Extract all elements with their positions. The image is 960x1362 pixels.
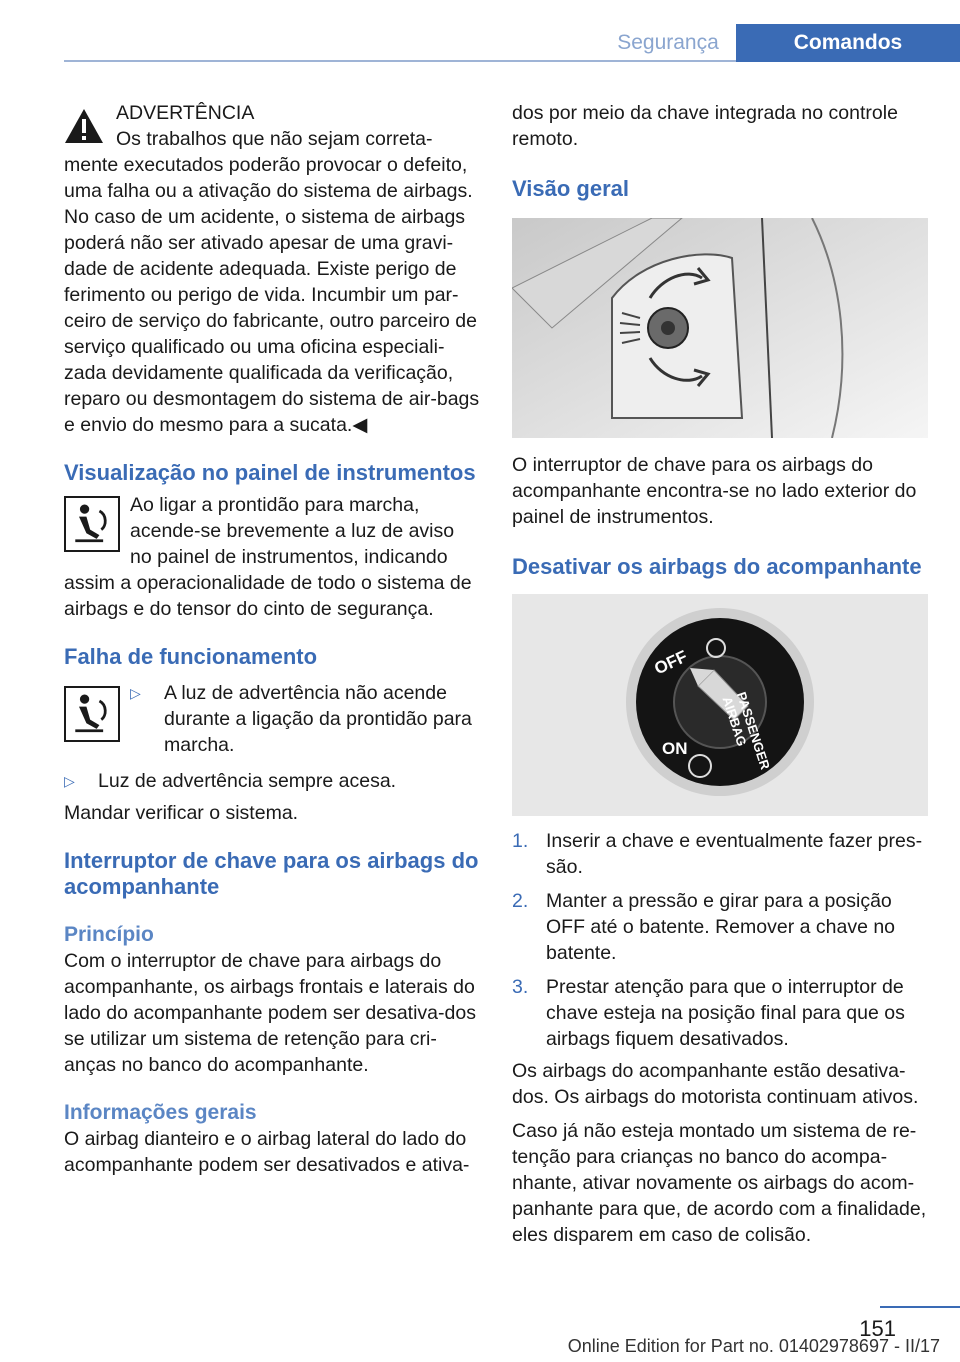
visualizacao-text-indented: Ao ligar a prontidão para marcha, acende-se brevemente a luz de aviso no painel de instrumentos, indicando [130, 494, 455, 568]
triangle-bullet-icon: ▷ [64, 773, 75, 789]
falha-heading: Falha de funcionamento [64, 644, 318, 669]
desativar-heading: Desativar os airbags do acompanhante [512, 554, 922, 579]
warning-icon [64, 108, 104, 144]
visao-heading: Visão geral [512, 176, 629, 201]
dashboard-photo [512, 218, 928, 438]
list-item: 3. Prestar atenção para que o interruptor de chave esteja na posição final para que os airbags fiquem desativados. [512, 976, 905, 1050]
interruptor-heading: Interruptor de chave para os airbags do acompanhante [64, 848, 479, 899]
header-active-tab: Comandos [736, 24, 960, 62]
page-number: 151 [859, 1316, 896, 1341]
warning-body: mente executados poderão provocar o defeito, uma falha ou a ativação do sistema de airbags. No caso de um acidente, o sistema de airbags poderá não ser ativado apesar de uma gravi-dade de acidente adequada. Existe perigo de ferimento ou perigo de vida. Incumbir um par-ceiro de serviço do fabricante, outro parceiro de serviço qualificado ou uma oficina especiali-zada devidamente qualificada da verificação, reparo ou desmontagem do sistema de air-bags e envio do mesmo para a sucata.◀ [64, 154, 480, 436]
left-column [64, 100, 480, 1178]
airbag-warning-lamp-icon [64, 496, 120, 552]
edition-footer: Online Edition for Part no. 01402978697 - II/17 [567, 1336, 940, 1356]
falha-bullet [64, 768, 480, 794]
switch-on-label: ON [662, 739, 688, 758]
principio-heading: Princípio [64, 923, 154, 946]
warning-first-line: Os trabalhos que não sejam correta- [116, 128, 433, 150]
visualizacao-block [64, 492, 480, 622]
falha-bullet-text: Luz de advertência sempre acesa. [98, 770, 397, 792]
falha-block [64, 680, 480, 826]
airbag-key-switch-photo [512, 594, 928, 816]
reativar-paragraph: Caso já não esteja montado um sistema de re-tenção para crianças no banco do acompa-nhante, ativar novamente os airbags do acom-panhante para que, de acordo com a finalidade, eles disparem em caso de colisão. [512, 1120, 927, 1246]
principio-text: Com o interruptor de chave para airbags do acompanhante, os airbags frontais e laterais do lado do acompanhante podem ser desativa-dos se utilizar um sistema de retenção para cri-anças no banco do acompanhante. [64, 950, 476, 1076]
airbag-warning-lamp-icon [64, 686, 120, 742]
falha-after-text: Mandar verificar o sistema. [64, 802, 299, 824]
triangle-bullet-icon: ▷ [130, 685, 141, 701]
visualizacao-heading: Visualização no painel de instrumentos [64, 460, 476, 485]
switch-off-label: OFF [651, 646, 691, 679]
falha-bullet [64, 680, 480, 758]
visualizacao-text-rest: assim a operacionalidade de todo o sistema de airbags e do tensor do cinto de segurança. [64, 572, 472, 620]
steps-list [512, 828, 928, 1052]
right-column [512, 100, 928, 1248]
footer-rule [880, 1306, 960, 1308]
visao-text: O interruptor de chave para os airbags do acompanhante encontra-se no lado exterior do painel de instrumentos. [512, 454, 917, 528]
continued-text: dos por meio da chave integrada no controle remoto. [512, 102, 898, 150]
list-item: 1. Inserir a chave e eventualmente fazer pres-são. [512, 830, 923, 878]
desativados-paragraph: Os airbags do acompanhante estão desativa-dos. Os airbags do motorista continuam ativos. [512, 1060, 919, 1108]
warning-title: ADVERTÊNCIA [116, 102, 255, 124]
header-section-label: Segurança [617, 31, 719, 54]
info-text: O airbag dianteiro e o airbag lateral do lado do acompanhante podem ser desativados e ativa- [64, 1128, 470, 1176]
warning-block [64, 100, 480, 438]
switch-ring-label: PASSENGER AIRBAG [719, 690, 773, 772]
list-item: 2. Manter a pressão e girar para a posição OFF até o batente. Remover a chave no batente. [512, 890, 896, 964]
info-heading: Informações gerais [64, 1101, 257, 1124]
falha-bullet-text: A luz de advertência não acende durante a ligação da prontidão para marcha. [164, 682, 472, 756]
